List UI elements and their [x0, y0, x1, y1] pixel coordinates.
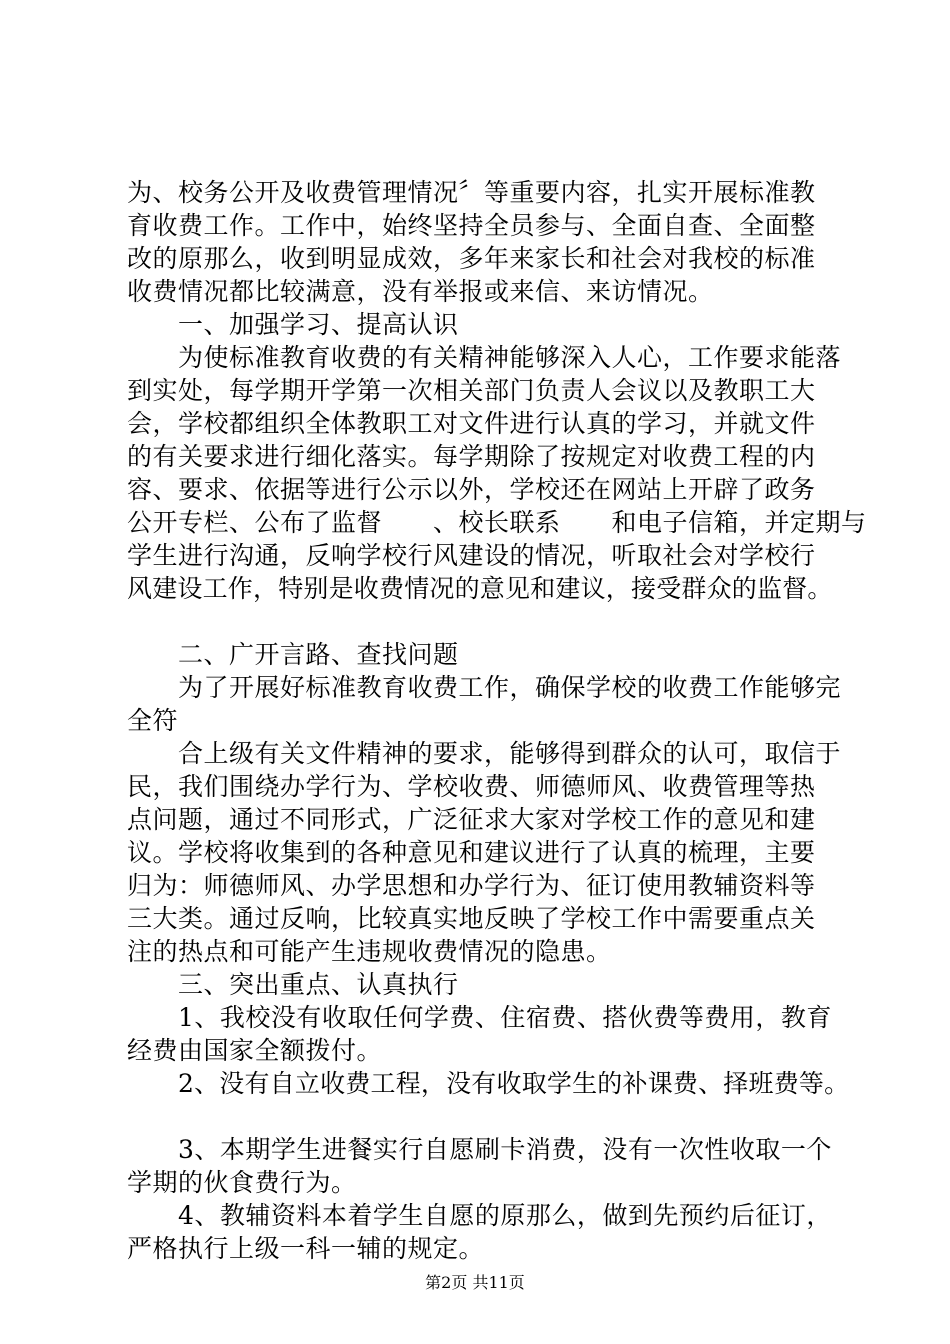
text-line: 三大类。通过反响，比较真实地反映了学校工作中需要重点关 — [127, 904, 816, 933]
text-line: 为使标准教育收费的有关精神能够深入人心，工作要求能落 — [178, 343, 842, 372]
text-line: 1、我校没有收取任何学费、住宿费、搭伙费等费用，教育 — [178, 1003, 832, 1032]
text-line: 改的原那么，收到明显成效，多年来家长和社会对我校的标准 — [127, 244, 816, 273]
section-heading: 一、加强学习、提高认识 — [178, 310, 459, 339]
text-line: 点问题，通过不同形式，广泛征求大家对学校工作的意见和建 — [127, 805, 816, 834]
text-line: 议。学校将收集到的各种意见和建议进行了认真的梳理，主要 — [127, 838, 816, 867]
text-line: 全符 — [127, 706, 179, 735]
section-heading: 二、广开言路、查找问题 — [178, 640, 459, 669]
text-line: 学期的伙食费行为。 — [127, 1168, 357, 1197]
text-line: 育收费工作。工作中，始终坚持全员参与、全面自查、全面整 — [127, 211, 816, 240]
text-line: 收费情况都比较满意，没有举报或来信、来访情况。 — [127, 277, 714, 306]
text-line: 的有关要求进行细化落实。每学期除了按规定对收费工程的内 — [127, 442, 816, 471]
text-line: 民，我们围绕办学行为、学校收费、师德师风、收费管理等热 — [127, 772, 816, 801]
text-line: 学生进行沟通，反响学校行风建设的情况，听取社会对学校行 — [127, 541, 816, 570]
text-line: 归为：师德师风、办学思想和办学行为、征订使用教辅资料等 — [127, 871, 816, 900]
text-line: 严格执行上级一科一辅的规定。 — [127, 1234, 485, 1263]
text-line: 到实处，每学期开学第一次相关部门负责人会议以及教职工大 — [127, 376, 816, 405]
text-line: 3、本期学生进餐实行自愿刷卡消费，没有一次性收取一个 — [178, 1135, 832, 1164]
page-number: 第2页 共11页 — [425, 1273, 525, 1292]
section-heading: 三、突出重点、认真执行 — [178, 970, 459, 999]
text-line: 为、校务公开及收费管理情况〞等重要内容，扎实开展标准教 — [127, 178, 816, 207]
text-line: 会，学校都组织全体教职工对文件进行认真的学习，并就文件 — [127, 409, 816, 438]
text-line: 4、教辅资料本着学生自愿的原那么，做到先预约后征订， — [178, 1201, 832, 1230]
text-line: 经费由国家全额拨付。 — [127, 1036, 383, 1065]
text-line: 合上级有关文件精神的要求，能够得到群众的认可，取信于 — [178, 739, 842, 768]
text-line: 公开专栏、公布了监督 、校长联系 和电子信箱，并定期与 — [127, 508, 867, 537]
text-line: 注的热点和可能产生违规收费情况的隐患。 — [127, 937, 612, 966]
text-line: 为了开展好标准教育收费工作，确保学校的收费工作能够完 — [178, 673, 842, 702]
text-line: 风建设工作，特别是收费情况的意见和建议，接受群众的监督。 — [127, 574, 833, 603]
text-line: 容、要求、依据等进行公示以外，学校还在网站上开辟了政务 — [127, 475, 816, 504]
text-line: 2、没有自立收费工程，没有收取学生的补课费、择班费等。 — [178, 1069, 850, 1098]
